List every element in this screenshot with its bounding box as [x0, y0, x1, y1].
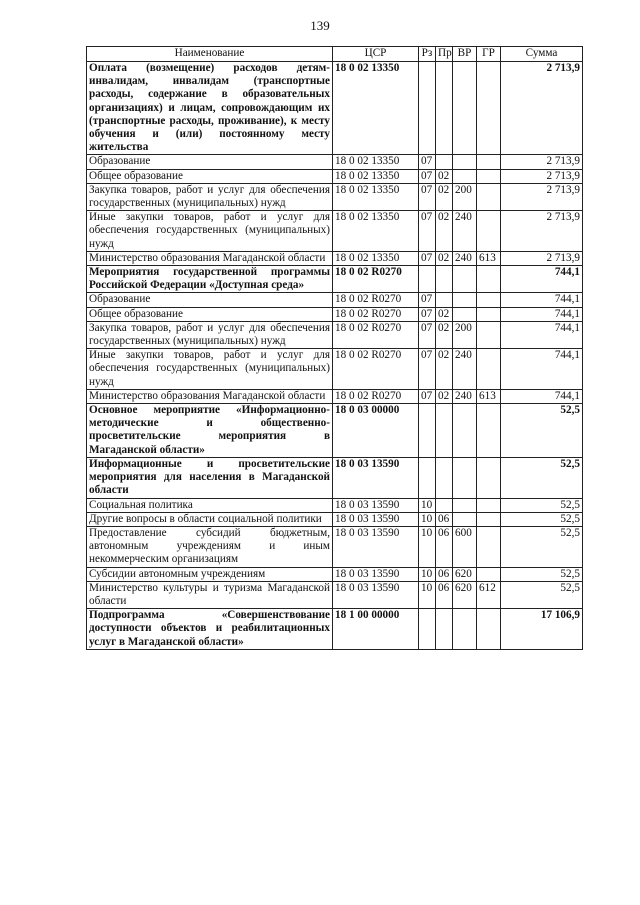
cell-sum: 744,1 — [501, 293, 583, 307]
table-row — [87, 307, 583, 321]
cell-gr — [477, 321, 501, 348]
cell-rz: 07 — [419, 389, 436, 403]
cell-sum: 52,5 — [501, 457, 583, 498]
table-row — [87, 389, 583, 403]
cell-sum: 52,5 — [501, 512, 583, 526]
cell-pr — [436, 498, 453, 512]
cell-gr — [477, 62, 501, 155]
cell-pr: 02 — [436, 389, 453, 403]
table-row — [87, 567, 583, 581]
table-row — [87, 155, 583, 169]
cell-name: Оплата (возмещение) расходов детям-инвалидам, инвалидам (транспортные расходы, содержание в образовательных организациях) и лицам, сопровождающим их (транспортные расходы, проживание), к месту обучения и (или) постоянному месту жительства — [87, 62, 333, 155]
cell-csr: 18 0 03 13590 — [333, 457, 419, 498]
cell-gr — [477, 498, 501, 512]
cell-csr: 18 0 02 R0270 — [333, 293, 419, 307]
cell-pr: 06 — [436, 512, 453, 526]
cell-sum: 744,1 — [501, 307, 583, 321]
cell-csr: 18 0 02 R0270 — [333, 307, 419, 321]
cell-vr — [453, 609, 477, 650]
cell-rz: 10 — [419, 512, 436, 526]
cell-vr: 620 — [453, 567, 477, 581]
cell-gr — [477, 169, 501, 183]
table-row — [87, 498, 583, 512]
cell-pr — [436, 404, 453, 458]
cell-csr: 18 0 02 13350 — [333, 251, 419, 265]
cell-rz — [419, 404, 436, 458]
cell-csr: 18 0 02 R0270 — [333, 349, 419, 390]
cell-rz — [419, 457, 436, 498]
cell-name: Социальная политика — [87, 498, 333, 512]
cell-vr: 600 — [453, 526, 477, 567]
cell-gr — [477, 512, 501, 526]
cell-sum: 52,5 — [501, 404, 583, 458]
cell-rz: 07 — [419, 251, 436, 265]
cell-csr: 18 0 03 00000 — [333, 404, 419, 458]
table-header-row — [87, 47, 583, 62]
cell-pr — [436, 609, 453, 650]
cell-gr: 613 — [477, 389, 501, 403]
cell-rz: 07 — [419, 155, 436, 169]
cell-csr: 18 0 02 13350 — [333, 169, 419, 183]
cell-pr: 02 — [436, 307, 453, 321]
cell-name: Закупка товаров, работ и услуг для обеспечения государственных (муниципальных) нужд — [87, 183, 333, 210]
cell-pr: 02 — [436, 349, 453, 390]
cell-rz: 07 — [419, 321, 436, 348]
cell-sum: 52,5 — [501, 526, 583, 567]
cell-vr — [453, 169, 477, 183]
cell-vr — [453, 457, 477, 498]
table-row — [87, 457, 583, 498]
cell-rz: 07 — [419, 349, 436, 390]
header-sum: Сумма — [501, 47, 583, 62]
budget-table — [86, 46, 583, 650]
table-row — [87, 266, 583, 293]
cell-vr — [453, 404, 477, 458]
cell-name: Закупка товаров, работ и услуг для обеспечения государственных (муниципальных) нужд — [87, 321, 333, 348]
cell-pr — [436, 62, 453, 155]
table-row — [87, 183, 583, 210]
cell-vr — [453, 266, 477, 293]
table-row — [87, 62, 583, 155]
cell-sum: 744,1 — [501, 266, 583, 293]
cell-name: Подпрограмма «Совершенствование доступности объектов и реабилитационных услуг в Магаданской области» — [87, 609, 333, 650]
cell-name: Иные закупки товаров, работ и услуг для обеспечения государственных (муниципальных) нужд — [87, 211, 333, 252]
cell-name: Министерство образования Магаданской области — [87, 251, 333, 265]
cell-pr — [436, 293, 453, 307]
cell-name: Субсидии автономным учреждениям — [87, 567, 333, 581]
cell-gr — [477, 609, 501, 650]
cell-vr: 200 — [453, 183, 477, 210]
cell-csr: 18 0 02 R0270 — [333, 266, 419, 293]
cell-csr: 18 0 03 13590 — [333, 567, 419, 581]
cell-vr: 200 — [453, 321, 477, 348]
cell-sum: 2 713,9 — [501, 62, 583, 155]
cell-rz: 10 — [419, 526, 436, 567]
cell-sum: 52,5 — [501, 581, 583, 608]
cell-vr: 240 — [453, 389, 477, 403]
cell-rz: 07 — [419, 307, 436, 321]
cell-sum: 2 713,9 — [501, 211, 583, 252]
cell-pr: 02 — [436, 169, 453, 183]
cell-pr — [436, 155, 453, 169]
cell-vr — [453, 155, 477, 169]
cell-rz: 10 — [419, 498, 436, 512]
table-row — [87, 526, 583, 567]
cell-rz: 07 — [419, 211, 436, 252]
cell-gr — [477, 266, 501, 293]
cell-csr: 18 0 03 13590 — [333, 526, 419, 567]
cell-pr: 06 — [436, 581, 453, 608]
cell-csr: 18 0 02 R0270 — [333, 321, 419, 348]
cell-gr — [477, 457, 501, 498]
table-row — [87, 169, 583, 183]
cell-sum: 744,1 — [501, 389, 583, 403]
cell-name: Другие вопросы в области социальной политики — [87, 512, 333, 526]
cell-name: Предоставление субсидий бюджетным, автономным учреждениям и иным некоммерческим организациям — [87, 526, 333, 567]
cell-name: Общее образование — [87, 307, 333, 321]
table-row — [87, 581, 583, 608]
cell-rz — [419, 62, 436, 155]
cell-vr: 240 — [453, 349, 477, 390]
cell-csr: 18 0 02 R0270 — [333, 389, 419, 403]
cell-pr — [436, 266, 453, 293]
cell-csr: 18 0 02 13350 — [333, 62, 419, 155]
table-row — [87, 321, 583, 348]
cell-vr: 240 — [453, 251, 477, 265]
cell-vr — [453, 498, 477, 512]
cell-pr: 02 — [436, 251, 453, 265]
table-row — [87, 251, 583, 265]
cell-sum: 744,1 — [501, 321, 583, 348]
cell-gr — [477, 211, 501, 252]
cell-rz: 07 — [419, 183, 436, 210]
header-gr: ГР — [477, 47, 501, 62]
cell-sum: 744,1 — [501, 349, 583, 390]
cell-vr — [453, 307, 477, 321]
cell-pr: 06 — [436, 567, 453, 581]
cell-name: Образование — [87, 293, 333, 307]
cell-gr — [477, 567, 501, 581]
cell-rz — [419, 266, 436, 293]
table-row — [87, 404, 583, 458]
cell-vr — [453, 512, 477, 526]
header-name: Наименование — [87, 47, 333, 62]
cell-sum: 2 713,9 — [501, 183, 583, 210]
cell-csr: 18 0 03 13590 — [333, 512, 419, 526]
cell-pr — [436, 457, 453, 498]
cell-rz: 07 — [419, 293, 436, 307]
cell-rz: 10 — [419, 567, 436, 581]
cell-pr: 02 — [436, 321, 453, 348]
cell-name: Мероприятия государственной программы Российской Федерации «Доступная среда» — [87, 266, 333, 293]
cell-name: Общее образование — [87, 169, 333, 183]
header-csr: ЦСР — [333, 47, 419, 62]
cell-name: Иные закупки товаров, работ и услуг для обеспечения государственных (муниципальных) нужд — [87, 349, 333, 390]
cell-csr: 18 0 02 13350 — [333, 211, 419, 252]
table-row — [87, 512, 583, 526]
cell-pr: 02 — [436, 183, 453, 210]
cell-gr — [477, 349, 501, 390]
table-row — [87, 609, 583, 650]
cell-name: Министерство культуры и туризма Магаданской области — [87, 581, 333, 608]
cell-sum: 2 713,9 — [501, 169, 583, 183]
cell-name: Министерство образования Магаданской области — [87, 389, 333, 403]
cell-rz: 07 — [419, 169, 436, 183]
cell-csr: 18 0 03 13590 — [333, 498, 419, 512]
cell-pr: 02 — [436, 211, 453, 252]
cell-vr: 620 — [453, 581, 477, 608]
cell-vr — [453, 293, 477, 307]
table-row — [87, 211, 583, 252]
cell-gr: 613 — [477, 251, 501, 265]
table-row — [87, 293, 583, 307]
cell-gr — [477, 404, 501, 458]
cell-csr: 18 1 00 00000 — [333, 609, 419, 650]
cell-name: Образование — [87, 155, 333, 169]
cell-gr — [477, 155, 501, 169]
cell-gr — [477, 183, 501, 210]
cell-csr: 18 0 02 13350 — [333, 183, 419, 210]
table-row — [87, 349, 583, 390]
cell-csr: 18 0 02 13350 — [333, 155, 419, 169]
cell-gr — [477, 293, 501, 307]
cell-rz — [419, 609, 436, 650]
page-number: 139 — [310, 18, 330, 33]
cell-sum: 17 106,9 — [501, 609, 583, 650]
cell-vr — [453, 62, 477, 155]
cell-sum: 2 713,9 — [501, 251, 583, 265]
cell-name: Основное мероприятие «Информационно-методические и общественно-просветительские мероприятия в Магаданской области» — [87, 404, 333, 458]
cell-sum: 52,5 — [501, 498, 583, 512]
cell-sum: 2 713,9 — [501, 155, 583, 169]
cell-gr: 612 — [477, 581, 501, 608]
cell-gr — [477, 526, 501, 567]
cell-pr: 06 — [436, 526, 453, 567]
header-vr: ВР — [453, 47, 477, 62]
cell-vr: 240 — [453, 211, 477, 252]
cell-sum: 52,5 — [501, 567, 583, 581]
cell-name: Информационные и просветительские мероприятия для населения в Магаданской области — [87, 457, 333, 498]
cell-csr: 18 0 03 13590 — [333, 581, 419, 608]
header-pr: Пр — [436, 47, 453, 62]
cell-rz: 10 — [419, 581, 436, 608]
cell-gr — [477, 307, 501, 321]
header-rz: Рз — [419, 47, 436, 62]
